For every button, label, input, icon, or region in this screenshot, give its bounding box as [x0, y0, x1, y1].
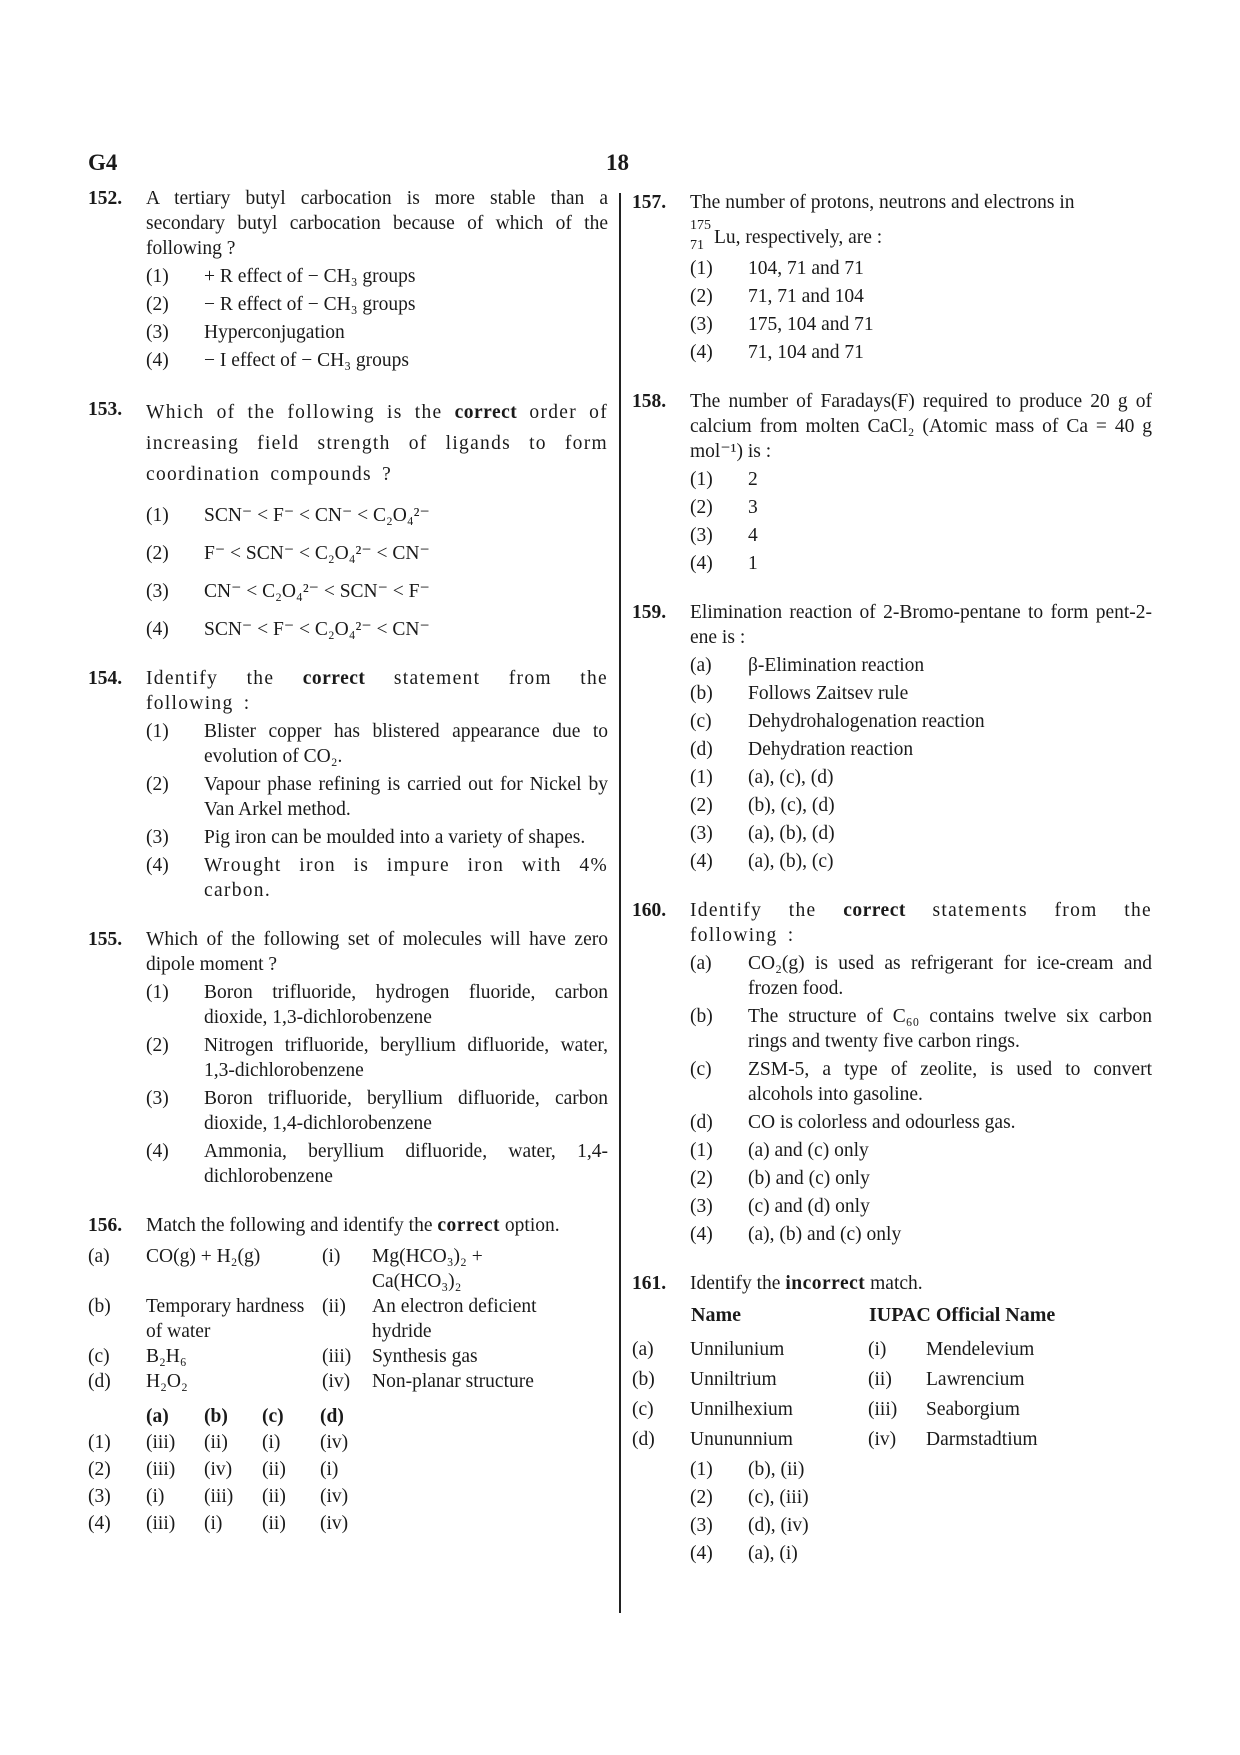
answer-option-3: (3) (i) (iii) (ii) (iv) [88, 1486, 349, 1507]
option-2: (2) − R effect of − CH₃ groups [146, 294, 416, 315]
question-152 [88, 186, 608, 373]
option-3: (3) (c) and (d) only [690, 1196, 870, 1217]
question-number: 156. [88, 1215, 123, 1236]
page-number: 18 [606, 150, 629, 175]
option-4: (4) 1 [690, 553, 758, 574]
option-3: (3) (a), (b), (d) [690, 823, 835, 844]
question-159 [632, 600, 1152, 874]
option-1: (1) SCN⁻ < F⁻ < CN⁻ < C₂O₄²⁻ [146, 505, 430, 526]
match-row: (d) H₂O₂ (iv) Non-planar structure [88, 1371, 534, 1392]
iupac-row: (b) Unniltrium (ii) Lawrencium [632, 1369, 1025, 1390]
statement-d: (d) Dehydration reaction [690, 739, 914, 760]
option-2: (2) Vapour phase refining is carried out for Nickel by Van Arkel method. [146, 774, 608, 820]
option-1: (1) 104, 71 and 71 [690, 258, 864, 279]
match-table [88, 1244, 542, 1394]
booklet-code: G4 [88, 150, 118, 175]
option-3: (3) Hyperconjugation [146, 322, 345, 343]
answer-option-2: (2) (iii) (iv) (ii) (i) [88, 1459, 339, 1480]
option-2: (2) (b), (c), (d) [690, 795, 835, 816]
match-row: (b) Temporary hardness of water (ii) An electron deficient hydride [88, 1296, 537, 1342]
question-161 [632, 1271, 1152, 1566]
iupac-row: (d) Unununnium (iv) Darmstadtium [632, 1429, 1038, 1450]
question-156 [88, 1213, 608, 1537]
option-2: (2) 3 [690, 497, 758, 518]
question-number: 152. [88, 188, 123, 209]
option-1: (1) 2 [690, 469, 758, 490]
iupac-row: (c) Unnilhexium (iii) Seaborgium [632, 1399, 1020, 1420]
question-number: 158. [632, 391, 667, 412]
option-3: (3) CN⁻ < C₂O₄²⁻ < SCN⁻ < F⁻ [146, 581, 430, 602]
question-number: 160. [632, 900, 667, 921]
option-1: (1) (b), (ii) [690, 1459, 805, 1480]
option-4: (4) SCN⁻ < F⁻ < C₂O₄²⁻ < CN⁻ [146, 619, 430, 640]
question-158 [632, 389, 1152, 576]
option-3: (3) 4 [690, 525, 758, 546]
option-4: (4) Ammonia, beryllium difluoride, water, 1,4-dichlorobenzene [146, 1141, 608, 1187]
option-3: (3) Pig iron can be moulded into a variety of shapes. [146, 827, 586, 848]
statement-a: (a) CO₂(g) is used as refrigerant for ice-cream and frozen food. [690, 953, 1152, 999]
question-number: 161. [632, 1273, 667, 1294]
left-column [88, 186, 608, 1561]
iupac-row: (a) Unnilunium (i) Mendelevium [632, 1339, 1035, 1360]
question-155 [88, 927, 608, 1189]
answer-option-4: (4) (iii) (i) (ii) (iv) [88, 1513, 349, 1534]
statement-c: (c) ZSM-5, a type of zeolite, is used to convert alcohols into gasoline. [690, 1059, 1152, 1105]
question-number: 155. [88, 929, 123, 950]
question-number: 153. [88, 399, 123, 420]
question-text: Identify the correct statements from the following : [690, 900, 1152, 946]
iupac-match-table [632, 1302, 1094, 1454]
statement-c: (c) Dehydrohalogenation reaction [690, 711, 985, 732]
question-number: 157. [632, 192, 667, 213]
question-text: Elimination reaction of 2-Bromo-pentane to form pent-2-ene is : [690, 602, 1152, 648]
option-2: (2) Nitrogen trifluoride, beryllium difluoride, water, 1,3-dichlorobenzene [146, 1035, 608, 1081]
option-1: (1) (a) and (c) only [690, 1140, 869, 1161]
column-divider [619, 193, 621, 1613]
question-number: 154. [88, 668, 123, 689]
statement-b: (b) Follows Zaitsev rule [690, 683, 909, 704]
question-text: Which of the following is the correct order of increasing field strength of ligands to form coordination compounds ? [146, 402, 608, 485]
option-3: (3) (d), (iv) [690, 1515, 809, 1536]
question-157 [632, 190, 1152, 365]
option-2: (2) (b) and (c) only [690, 1168, 870, 1189]
nuclide-symbol: 175 71 Lu [690, 218, 736, 253]
option-1: (1) Boron trifluoride, hydrogen fluoride, carbon dioxide, 1,3-dichlorobenzene [146, 982, 608, 1028]
option-3: (3) Boron trifluoride, beryllium difluoride, carbon dioxide, 1,4-dichlorobenzene [146, 1088, 608, 1134]
option-2: (2) F⁻ < SCN⁻ < C₂O₄²⁻ < CN⁻ [146, 543, 430, 564]
question-160 [632, 898, 1152, 1247]
answer-options-table [88, 1404, 378, 1537]
option-4: (4) (a), (b) and (c) only [690, 1224, 902, 1245]
option-1: (1) + R effect of − CH₃ groups [146, 266, 416, 287]
option-4: (4) (a), (b), (c) [690, 851, 834, 872]
option-2: (2) (c), (iii) [690, 1487, 809, 1508]
question-text: The number of Faradays(F) required to produce 20 g of calcium from molten CaCl₂ (Atomic mass of Ca = 40 g mol⁻¹) is : [690, 391, 1152, 462]
option-4: (4) Wrought iron is impure iron with 4% carbon. [146, 855, 608, 901]
right-column [632, 186, 1152, 1590]
question-number: 159. [632, 602, 667, 623]
question-text: Identify the incorrect match. [690, 1273, 923, 1294]
match-row: (c) B₂H₆ (iii) Synthesis gas [88, 1346, 478, 1367]
iupac-header: Name IUPAC Official Name [691, 1304, 1056, 1326]
option-4: (4) − I effect of − CH₃ groups [146, 350, 409, 371]
statement-d: (d) CO is colorless and odourless gas. [690, 1112, 1016, 1133]
question-153 [88, 397, 608, 642]
question-154 [88, 666, 608, 903]
question-text: Which of the following set of molecules will have zero dipole moment ? [146, 929, 608, 975]
option-4: (4) (a), (i) [690, 1543, 798, 1564]
answer-header: (a) (b) (c) (d) [146, 1406, 344, 1427]
question-text: The number of protons, neutrons and electrons in 175 71 Lu, respectively, are : [690, 192, 1075, 253]
question-text: A tertiary butyl carbocation is more stable than a secondary butyl carbocation because of which of the following ? [146, 188, 608, 259]
question-text: Identify the correct statement from the following : [146, 668, 609, 714]
option-1: (1) Blister copper has blistered appearance due to evolution of CO₂. [146, 721, 608, 767]
option-4: (4) 71, 104 and 71 [690, 342, 864, 363]
option-1: (1) (a), (c), (d) [690, 767, 834, 788]
option-3: (3) 175, 104 and 71 [690, 314, 874, 335]
statement-b: (b) The structure of C₆₀ contains twelve six carbon rings and twenty five carbon rings. [690, 1006, 1152, 1052]
option-2: (2) 71, 71 and 104 [690, 286, 864, 307]
question-text: Match the following and identify the correct option. [146, 1215, 560, 1236]
statement-a: (a) β-Elimination reaction [690, 655, 925, 676]
answer-option-1: (1) (iii) (ii) (i) (iv) [88, 1432, 349, 1453]
match-row: (a) CO(g) + H₂(g) (i) Mg(HCO₃)₂ + Ca(HCO₃)₂ [88, 1246, 483, 1292]
